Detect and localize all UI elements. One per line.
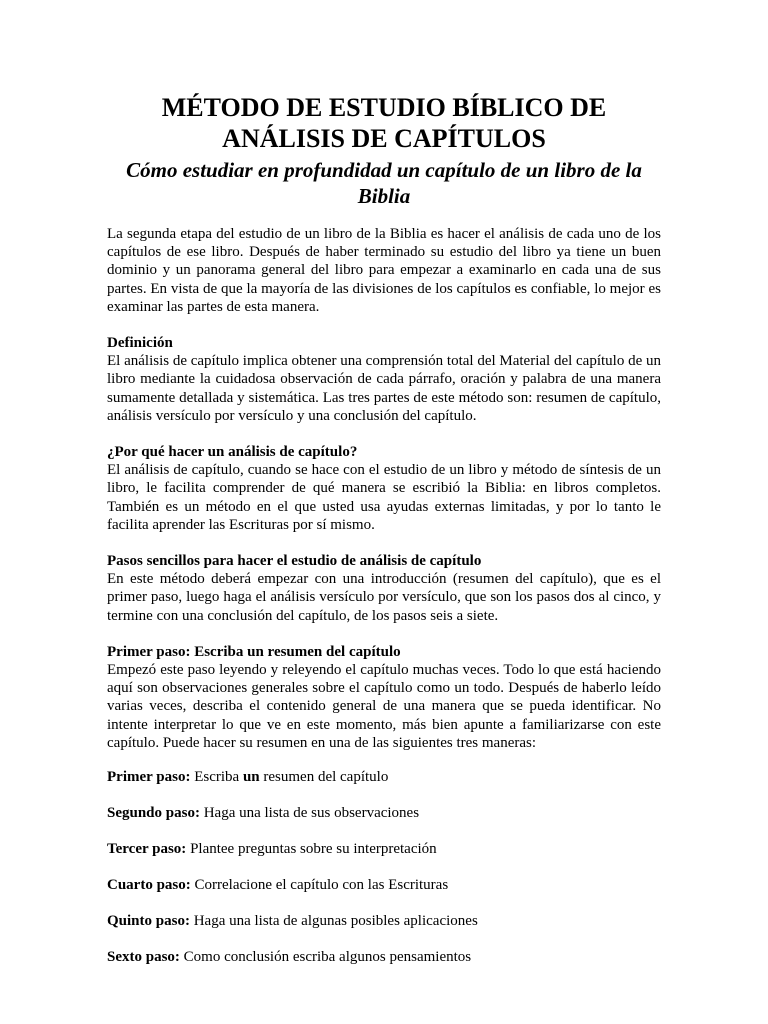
step-text: Como conclusión escriba algunos pensamientos xyxy=(179,949,472,966)
section-body: Empezó este paso leyendo y releyendo el capítulo muchas veces. Todo lo que está haciendo aquí son observaciones generales sobre el capítulo como un todo. Después de haberlo leído varias veces, describa el contenido general de una manera que se pueda identificar. No intente interpretar lo que ve en este momento, más bien apunte a familiarizarse con este capítulo. Puede hacer su resumen en una de las siguientes tres maneras: xyxy=(107,662,661,751)
section-body: En este método deberá empezar con una introducción (resumen del capítulo), que es el primer paso, luego haga el análisis versículo por versículo, que son los pasos dos al cinco, y termine con una conclusión del capítulo, de los pasos seis a siete. xyxy=(107,571,661,624)
step-item xyxy=(107,948,661,966)
section-body: El análisis de capítulo, cuando se hace con el estudio de un libro y método de síntesis de un libro, le facilita comprender de qué manera se escribió la Biblia: en libros completos. También es un método en el que usted usa ayudas externas limitadas, y por lo tanto le facilita aprender las Escrituras por sí mismo. xyxy=(107,462,661,533)
section-heading: Pasos sencillos para hacer el estudio de análisis de capítulo xyxy=(107,553,482,570)
step-item xyxy=(107,840,661,858)
step-label: Cuarto paso: xyxy=(107,877,191,894)
step-label: Segundo paso: xyxy=(107,805,200,822)
intro-paragraph: La segunda etapa del estudio de un libro de la Biblia es hacer el análisis de cada uno de los capítulos de ese libro. Después de haber terminado su estudio del libro ya tiene un buen dominio y un panorama general del libro para empezar a examinarlo en cada una de sus partes. En vista de que la mayoría de las divisiones de los capítulos es confiable, lo mejor es examinar las partes de esta manera. xyxy=(107,226,661,315)
section-heading: Definición xyxy=(107,335,173,352)
step-label: Sexto paso: xyxy=(107,949,180,966)
step-text: Haga una lista de algunas posibles aplicaciones xyxy=(189,913,478,930)
section-heading: Primer paso: Escriba un resumen del capítulo xyxy=(107,643,401,660)
step-text: Escriba xyxy=(190,769,243,786)
step-item xyxy=(107,912,661,930)
steps-list xyxy=(107,768,661,966)
step-text-end: resumen del capítulo xyxy=(259,769,389,786)
step-text: Haga una lista de sus observaciones xyxy=(199,805,420,822)
section-pasos-sencillos xyxy=(107,552,661,625)
document-title: MÉTODO DE ESTUDIO BÍBLICO DE ANÁLISIS DE CAPÍTULOS xyxy=(161,93,607,153)
step-emphasis: un xyxy=(242,769,260,786)
section-definicion xyxy=(107,334,661,425)
step-label: Tercer paso: xyxy=(107,841,187,858)
step-label: Quinto paso: xyxy=(107,913,190,930)
step-label: Primer paso: xyxy=(107,769,191,786)
step-item xyxy=(107,804,661,822)
step-text: Plantee preguntas sobre su interpretación xyxy=(186,841,437,858)
section-primer-paso xyxy=(107,643,661,752)
document-subtitle: Cómo estudiar en profundidad un capítulo de un libro de la Biblia xyxy=(126,158,642,208)
step-item xyxy=(107,876,661,894)
section-por-que xyxy=(107,443,661,534)
section-heading: ¿Por qué hacer un análisis de capítulo? xyxy=(107,444,358,461)
step-text: Correlacione el capítulo con las Escrituras xyxy=(190,877,449,894)
section-body: El análisis de capítulo implica obtener una comprensión total del Material del capítulo de un libro mediante la cuidadosa observación de cada párrafo, oración y palabra de una manera sumamente detallada y sistemática. Las tres partes de este método son: resumen de capítulo, análisis versículo por versículo y una conclusión del capítulo. xyxy=(107,353,661,424)
step-item xyxy=(107,768,661,786)
